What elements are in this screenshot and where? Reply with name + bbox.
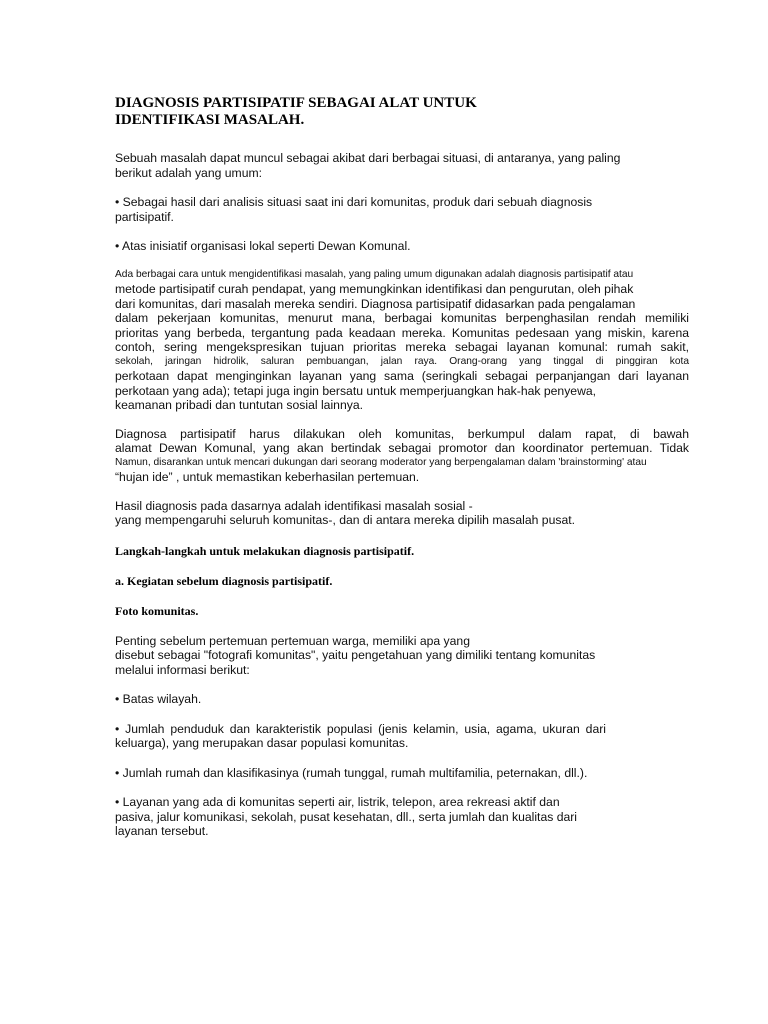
- bullet-item: [115, 692, 690, 707]
- text-line: disebut sebagai "fotografi komunitas", yaitu pengetahuan yang dimiliki tentang komunitas: [115, 648, 596, 662]
- text-line: • Batas wilayah.: [115, 692, 202, 706]
- text-line: • Jumlah rumah dan klasifikasinya (rumah tunggal, rumah multifamilia, peternakan, dll.).: [115, 765, 588, 780]
- paragraph: [115, 427, 689, 485]
- bullet-item: [115, 195, 690, 224]
- title-line: IDENTIFIKASI MASALAH.: [115, 112, 305, 128]
- text-line: Penting sebelum pertemuan pertemuan warga, memiliki apa yang: [115, 633, 470, 648]
- document-title: [115, 95, 690, 129]
- bullet-item: [115, 766, 690, 781]
- bullet-item: [115, 795, 690, 839]
- text-line: • Jumlah penduduk dan karakteristik populasi (jenis kelamin, usia, agama, ukuran dari: [115, 721, 606, 736]
- text-line: • Layanan yang ada di komunitas seperti air, listrik, telepon, area rekreasi aktif dan: [115, 795, 560, 809]
- text-line: yang mempengaruhi seluruh komunitas-, dan di antara mereka dipilih masalah pusat.: [115, 513, 575, 527]
- text-line: perkotaan yang ada); tetapi juga ingin bersatu untuk memperjuangkan hak-hak penyewa,: [115, 383, 597, 398]
- text-line: perkotaan dapat menginginkan layanan yang sama (seringkali sebagai perpanjangan dari layanan: [115, 369, 689, 383]
- text-line: • Atas inisiatif organisasi lokal seperti Dewan Komunal.: [115, 239, 411, 253]
- text-line: dalam pekerjaan komunitas, menurut mana, berbagai komunitas berpenghasilan rendah memiliki: [115, 311, 689, 325]
- text-line: berikut adalah yang umum:: [115, 165, 263, 180]
- paragraph: [115, 268, 689, 413]
- paragraph: [115, 499, 690, 528]
- text-line: alamat Dewan Komunal, yang akan bertindak sebagai promotor dan koordinator pertemuan. Tidak: [115, 441, 689, 455]
- title-line: DIAGNOSIS PARTISIPATIF SEBAGAI ALAT UNTUK: [115, 95, 477, 111]
- paragraph: [115, 634, 690, 678]
- text-line: melalui informasi berikut:: [115, 662, 250, 677]
- intro-paragraph: [115, 151, 690, 180]
- text-line: dari komunitas, dari masalah mereka sendiri. Diagnosa partisipatif didasarkan pada pengalaman: [115, 296, 636, 311]
- bullet-item: [115, 239, 690, 254]
- text-line: prioritas yang berbeda, tergantung pada keadaan mereka. Komunitas pedesaan yang miskin, karena: [115, 325, 689, 340]
- text-line: Sebuah masalah dapat muncul sebagai akibat dari berbagai situasi, di antaranya, yang paling: [115, 151, 621, 165]
- document-body: [115, 95, 690, 839]
- text-line: sekolah, jaringan hidrolik, saluran pembuangan, jalan raya. Orang-orang yang tinggal di pinggiran kota: [115, 355, 689, 367]
- section-heading: a. Kegiatan sebelum diagnosis partisipatif.: [115, 573, 333, 588]
- section-heading: Langkah-langkah untuk melakukan diagnosis partisipatif.: [115, 543, 415, 558]
- text-line: • Sebagai hasil dari analisis situasi saat ini dari komunitas, produk dari sebuah diagnosis: [115, 195, 593, 209]
- text-line: pasiva, jalur komunikasi, sekolah, pusat kesehatan, dll., serta jumlah dan kualitas dari: [115, 809, 578, 824]
- text-line: Hasil diagnosis pada dasarnya adalah identifikasi masalah sosial -: [115, 498, 473, 513]
- text-line: “hujan ide” , untuk memastikan keberhasilan pertemuan.: [115, 470, 420, 484]
- bullet-item: [115, 722, 606, 751]
- section-heading: Foto komunitas.: [115, 603, 199, 618]
- text-line: keluarga), yang merupakan dasar populasi komunitas.: [115, 736, 409, 750]
- text-line: Namun, disarankan untuk mencari dukungan dari seorang moderator yang berpengalaman dalam 'brainstorming' atau: [115, 456, 647, 468]
- text-line: partisipatif.: [115, 209, 174, 224]
- text-line: contoh, sering mengekspresikan tujuan prioritas mereka sebagai layanan komunal: rumah sakit,: [115, 340, 689, 354]
- text-line: layanan tersebut.: [115, 824, 209, 838]
- text-line: keamanan pribadi dan tuntutan sosial lainnya.: [115, 398, 363, 412]
- text-line: metode partisipatif curah pendapat, yang memungkinkan identifikasi dan pengurutan, oleh pihak: [115, 282, 634, 296]
- text-line: Ada berbagai cara untuk mengidentifikasi masalah, yang paling umum digunakan adalah diagnosis partisipatif atau: [115, 268, 634, 280]
- text-line: Diagnosa partisipatif harus dilakukan oleh komunitas, berkumpul dalam rapat, di bawah: [115, 426, 689, 441]
